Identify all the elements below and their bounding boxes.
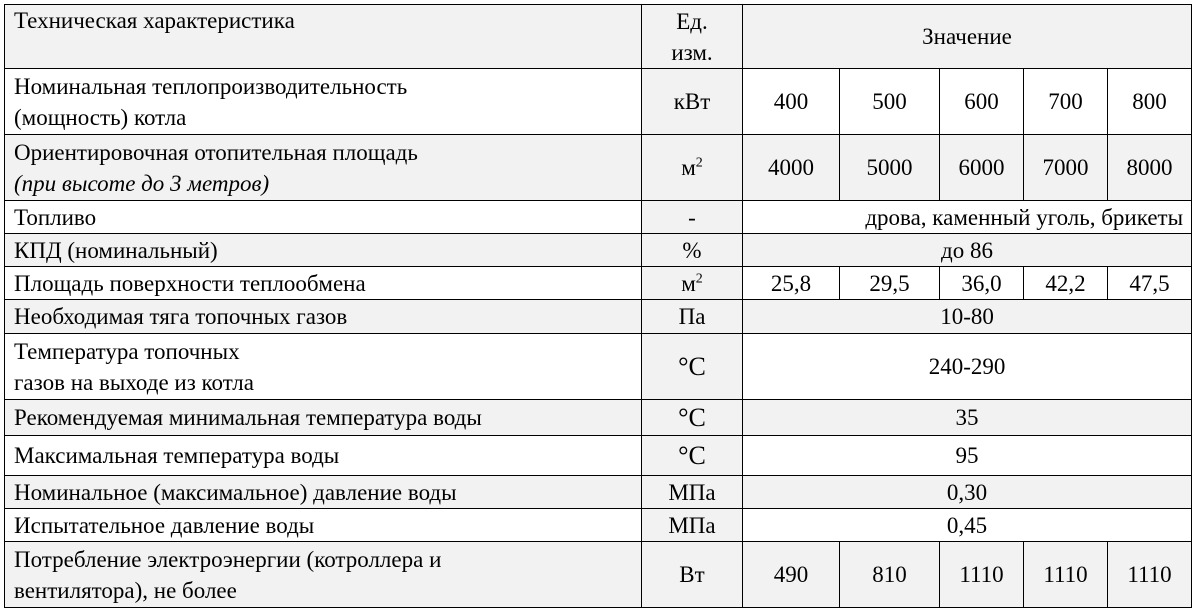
row-unit — [642, 135, 743, 201]
row-unit: кВт — [642, 69, 743, 135]
row-name-line2: (мощность) котла — [14, 104, 187, 130]
table-row — [5, 69, 1192, 135]
row-unit-base: м — [681, 270, 696, 296]
row-name: Номинальное (максимальное) давление воды — [5, 476, 642, 509]
row-name-line1: Температура топочных — [14, 338, 240, 364]
row-value: 5000 — [840, 135, 940, 201]
row-name: КПД (номинальный) — [5, 234, 642, 267]
row-name: Испытательное давление воды — [5, 509, 642, 542]
row-value: 42,2 — [1024, 267, 1108, 300]
row-name — [5, 334, 642, 400]
row-unit: °C — [642, 334, 743, 400]
row-value: 0,45 — [743, 509, 1192, 542]
row-name-line2: (при высоте до 3 метров) — [14, 170, 270, 196]
row-name-line1: Потребление электроэнергии (котроллера и — [14, 546, 442, 572]
header-unit-line2: изм. — [671, 39, 713, 65]
header-characteristic: Техническая характеристика — [5, 5, 642, 69]
row-value: 490 — [743, 542, 840, 608]
row-name-line2: газов на выходе из котла — [14, 369, 254, 395]
row-unit: МПа — [642, 509, 743, 542]
row-unit-sup: 2 — [695, 270, 703, 286]
row-value: 700 — [1024, 69, 1108, 135]
table-row — [5, 300, 1192, 334]
row-unit: % — [642, 234, 743, 267]
row-name-line1: Номинальная теплопроизводительность — [14, 73, 408, 99]
row-unit: МПа — [642, 476, 743, 509]
row-value: 240-290 — [743, 334, 1192, 400]
row-value: 8000 — [1108, 135, 1192, 201]
row-name-line2: вентилятора), не более — [14, 577, 237, 603]
row-value: 400 — [743, 69, 840, 135]
row-value: 810 — [840, 542, 940, 608]
row-value: 35 — [743, 400, 1192, 436]
row-value: 1110 — [940, 542, 1024, 608]
table-row — [5, 135, 1192, 201]
row-unit-base: м — [681, 155, 696, 180]
row-name — [5, 135, 642, 201]
row-name: Площадь поверхности теплообмена — [5, 267, 642, 300]
row-unit: - — [642, 201, 743, 234]
table-row — [5, 267, 1192, 300]
table-row — [5, 509, 1192, 542]
table-row — [5, 476, 1192, 509]
row-unit: °C — [642, 436, 743, 476]
row-value: 4000 — [743, 135, 840, 201]
row-name: Топливо — [5, 201, 642, 234]
row-value: 36,0 — [940, 267, 1024, 300]
header-value: Значение — [743, 5, 1192, 69]
row-value: 95 — [743, 436, 1192, 476]
row-unit: Па — [642, 300, 743, 334]
table-row — [5, 201, 1192, 234]
row-value: дрова, каменный уголь, брикеты — [743, 201, 1192, 234]
row-name: Рекомендуемая минимальная температура воды — [5, 400, 642, 436]
row-name: Максимальная температура воды — [5, 436, 642, 476]
row-value: до 86 — [743, 234, 1192, 267]
header-unit — [642, 5, 743, 69]
row-value: 1110 — [1024, 542, 1108, 608]
table-row — [5, 400, 1192, 436]
row-value: 7000 — [1024, 135, 1108, 201]
row-unit: °C — [642, 400, 743, 436]
spec-table — [4, 4, 1192, 608]
header-unit-line1: Ед. — [676, 8, 708, 34]
row-value: 47,5 — [1108, 267, 1192, 300]
table-row — [5, 234, 1192, 267]
table-row — [5, 436, 1192, 476]
header-row — [5, 5, 1192, 69]
table-row — [5, 542, 1192, 608]
row-value: 0,30 — [743, 476, 1192, 509]
row-name — [5, 542, 642, 608]
row-value: 25,8 — [743, 267, 840, 300]
row-value: 29,5 — [840, 267, 940, 300]
row-value: 500 — [840, 69, 940, 135]
row-value: 600 — [940, 69, 1024, 135]
row-value: 1110 — [1108, 542, 1192, 608]
row-name-line1: Ориентировочная отопительная площадь — [14, 139, 418, 165]
row-unit: Вт — [642, 542, 743, 608]
row-unit-sup: 2 — [695, 155, 703, 171]
row-value: 10-80 — [743, 300, 1192, 334]
row-value: 6000 — [940, 135, 1024, 201]
row-unit — [642, 267, 743, 300]
row-value: 800 — [1108, 69, 1192, 135]
table-row — [5, 334, 1192, 400]
row-name: Необходимая тяга топочных газов — [5, 300, 642, 334]
row-name — [5, 69, 642, 135]
